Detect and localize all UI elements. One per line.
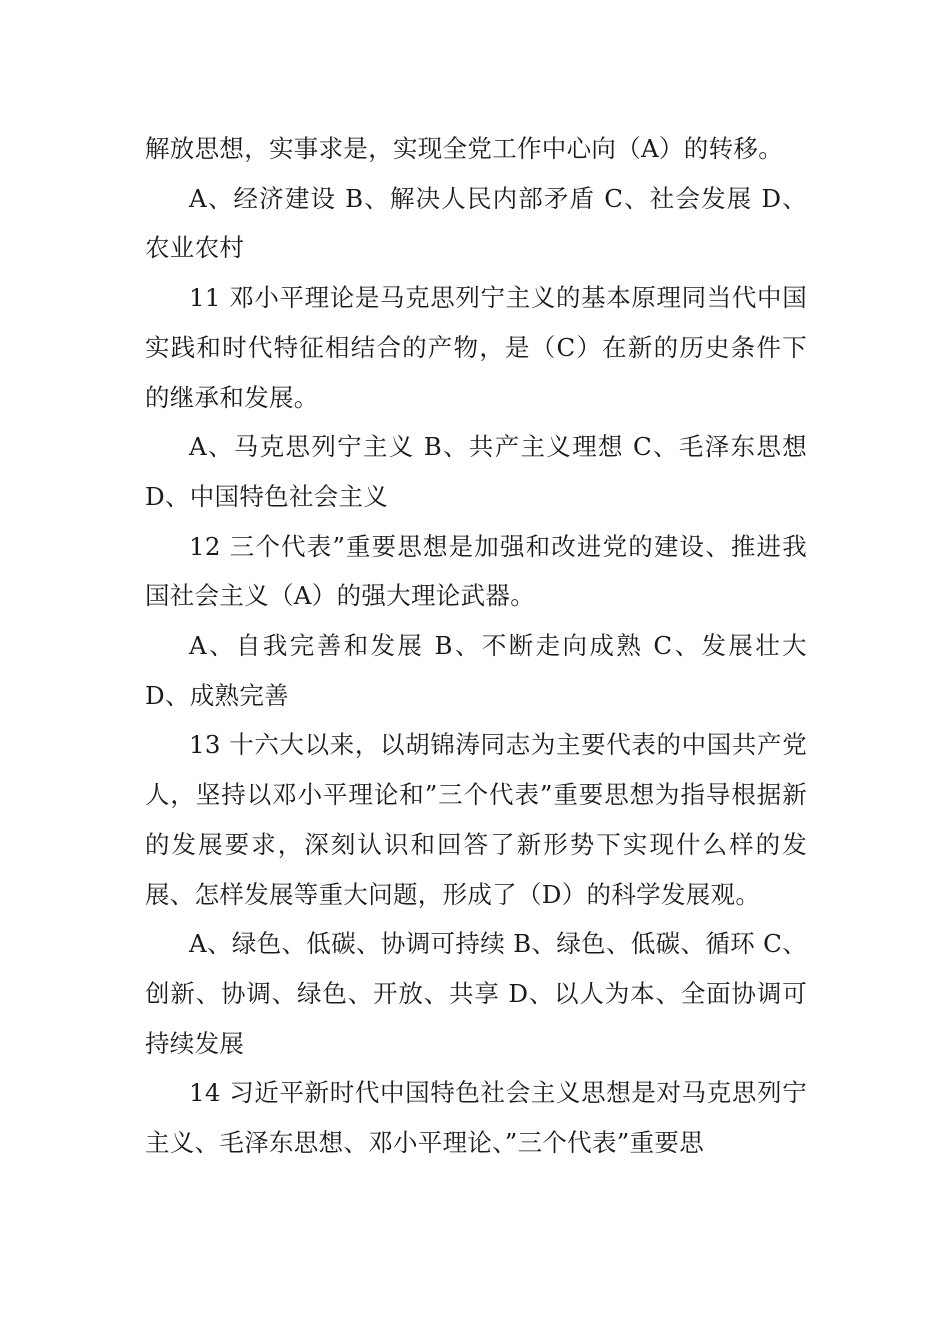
paragraph-question-11-stem: 11 邓小平理论是马克思列宁主义的基本原理同当代中国实践和时代特征相结合的产物，是（C）在新的历史条件下的继承和发展。 <box>145 283 807 412</box>
paragraph-question-13-options: A、绿色、低碳、协调可持续 B、绿色、低碳、循环 C、创新、协调、绿色、开放、共享 D、以人为本、全面协调可持续发展 <box>145 929 807 1058</box>
paragraph-question-14-stem: 14 习近平新时代中国特色社会主义思想是对马克思列宁主义、毛泽东思想、邓小平理论、”三个代表”重要思 <box>145 1078 807 1158</box>
paragraph-question-12-options: A、自我完善和发展 B、不断走向成熟 C、发展壮大 D、成熟完善 <box>145 631 807 710</box>
paragraph-question-11-options: A、马克思列宁主义 B、共产主义理想 C、毛泽东思想 D、中国特色社会主义 <box>145 432 807 511</box>
paragraph-question-13-stem: 13 十六大以来，以胡锦涛同志为主要代表的中国共产党人，坚持以邓小平理论和”三个代表”重要思想为指导根据新的发展要求，深刻认识和回答了新形势下实现什么样的发展、怎样发展等重大问题，形成了（D）的科学发展观。 <box>145 730 807 909</box>
paragraph-question-10-options: A、经济建设 B、解决人民内部矛盾 C、社会发展 D、农业农村 <box>145 183 807 263</box>
paragraph-question-10-stem: 解放思想，实事求是，实现全党工作中心向（A）的转移。 <box>145 134 783 163</box>
paragraph-question-12-stem: 12 三个代表”重要思想是加强和改进党的建设、推进我国社会主义（A）的强大理论武器。 <box>145 531 807 611</box>
document-body <box>145 124 807 1168</box>
